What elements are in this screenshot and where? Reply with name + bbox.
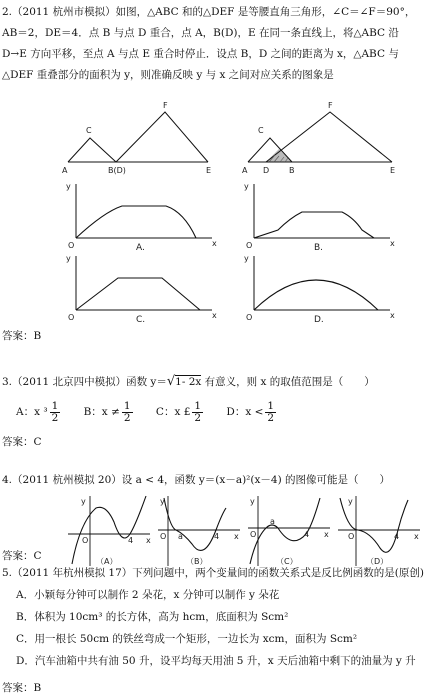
graph-b-origin-label: O xyxy=(246,241,253,250)
q5-option-d: D．汽车油箱中共有油 50 升，设平均每天用油 5 升，x 天后油箱中剩下的油量为 y 升 xyxy=(16,655,416,667)
q2-stem-line1: 2.（2011 杭州市模拟）如图，△ABC 和的△DEF 是等腰直角三角形，∠C＝∠F＝90°， xyxy=(2,6,416,18)
fig1-label-bd: B(D) xyxy=(108,166,126,175)
q2-stem-line2: AB＝2，DE＝4．点 B 与点 D 重合，点 A，B(D)，E 在同一条直线上，将△ABC 沿 xyxy=(2,27,399,39)
graph-d-x-label: x xyxy=(390,311,395,320)
q3-options xyxy=(16,400,296,424)
q4-graph-a-four-label: 4 xyxy=(128,536,134,545)
q4-answer: 答案：C xyxy=(2,550,42,562)
q3-option-d-num: 1 xyxy=(267,399,275,412)
fig1-label-f: F xyxy=(163,101,168,110)
q4-graph-a xyxy=(66,494,152,568)
q2-stem-line4: △DEF 重叠部分的面积为 y，则准确反映 y 与 x 之间对应关系的图象是 xyxy=(2,69,334,81)
graph-a-origin-label: O xyxy=(68,241,75,250)
q4-stem: 4.（2011 杭州模拟 20）设 a < 4，函数 y＝(x－a)²(x－4) 的图像可能是（ ） xyxy=(2,474,391,486)
q5-stem: 5.（2011 年杭州模拟 17）下列问题中，两个变量间的函数关系式是反比例函数的是(原创) xyxy=(2,567,424,579)
q3-option-d-den: 2 xyxy=(267,411,275,424)
q2-graph-b xyxy=(240,180,400,252)
q4-graph-b-x-label: x xyxy=(234,532,239,541)
q3-option-c xyxy=(156,400,205,424)
q2-figure-triangles-shifted xyxy=(240,98,415,178)
q4-graph-a-y-label: y xyxy=(81,497,86,506)
graph-b-caption: B. xyxy=(314,243,324,253)
q4-graph-b-a-label: a xyxy=(178,532,183,541)
sqrt-icon: √ xyxy=(166,374,176,389)
q3-option-a-den: 2 xyxy=(51,411,59,424)
q4-graph-d xyxy=(336,494,422,568)
q3-answer: 答案：C xyxy=(2,436,42,448)
q4-graph-d-origin-label: O xyxy=(348,532,355,541)
q3-stem xyxy=(2,374,375,390)
q3-option-b-num: 1 xyxy=(123,399,131,412)
q5-option-a: A．小颖每分钟可以制作 2 朵花，x 分钟可以制作 y 朵花 xyxy=(16,589,280,601)
q2-figure-triangles-initial xyxy=(60,98,220,178)
q5-answer: 答案：B xyxy=(2,682,42,694)
graph-a-y-label: y xyxy=(66,182,71,191)
q4-graph-c-x-label: x xyxy=(324,530,329,539)
graph-c-x-label: x xyxy=(212,311,217,320)
graph-d-origin-label: O xyxy=(246,313,253,322)
q4-graph-a-x-label: x xyxy=(146,536,151,545)
graph-c-caption: C. xyxy=(136,315,146,325)
q3-option-a-num: 1 xyxy=(51,399,59,412)
q3-option-c-num: 1 xyxy=(194,399,202,412)
q2-graph-d xyxy=(240,252,400,324)
graph-c-y-label: y xyxy=(66,254,71,263)
fig2-label-a: A xyxy=(242,166,248,175)
q4-graph-d-x-label: x xyxy=(414,532,419,541)
q3-option-c-den: 2 xyxy=(194,411,202,424)
fig2-label-e: E xyxy=(390,166,396,175)
q2-graph-a xyxy=(62,180,222,252)
graph-a-caption: A. xyxy=(136,243,145,253)
fig2-label-c: C xyxy=(258,126,264,135)
fig2-label-b: B xyxy=(289,166,295,175)
q3-option-b-den: 2 xyxy=(123,411,131,424)
q4-graph-b-four-label: 4 xyxy=(214,532,220,541)
fig1-label-c: C xyxy=(86,126,92,135)
q4-graph-b-y-label: y xyxy=(160,497,165,506)
q3-option-a-text: A：x ³ xyxy=(16,406,48,418)
graph-b-x-label: x xyxy=(390,239,395,248)
graph-a-x-label: x xyxy=(212,239,217,248)
q4-graph-c xyxy=(246,494,332,568)
q4-graph-c-origin-label: O xyxy=(250,530,257,539)
q5-option-c: C．用一根长 50cm 的铁丝弯成一个矩形，一边长为 xcm，面积为 Scm² xyxy=(16,633,358,645)
q3-option-d xyxy=(226,400,278,424)
fig2-label-f: F xyxy=(328,101,333,110)
q4-graph-c-caption: （C） xyxy=(276,557,298,566)
q4-graph-b-origin-label: O xyxy=(160,532,167,541)
fig1-label-a: A xyxy=(62,166,68,175)
q2-answer: 答案：B xyxy=(2,330,42,342)
fig1-label-e: E xyxy=(206,166,212,175)
graph-c-origin-label: O xyxy=(68,313,75,322)
q3-option-b-text: B：x ≠ xyxy=(83,406,120,418)
graph-d-caption: D. xyxy=(314,315,324,325)
q3-option-b xyxy=(84,400,135,424)
q4-graph-b-caption: （B） xyxy=(186,557,208,566)
q3-stem-radicand: 1- 2x xyxy=(175,376,202,388)
q4-graph-a-caption: （A） xyxy=(96,557,118,566)
q4-graph-d-caption: （D） xyxy=(366,557,389,566)
graph-b-y-label: y xyxy=(244,182,249,191)
q4-graph-c-y-label: y xyxy=(250,497,255,506)
q4-graph-c-four-label: 4 xyxy=(304,530,310,539)
q2-stem-line3: D→E 方向平移，至点 A 与点 E 重合时停止．设点 B，D 之间的距离为 x，△ABC 与 xyxy=(2,48,399,60)
graph-d-y-label: y xyxy=(244,254,249,263)
q4-graph-d-y-label: y xyxy=(348,497,353,506)
q2-graph-c xyxy=(62,252,222,324)
q4-graph-d-four-label: 4 xyxy=(394,532,400,541)
fig2-label-d: D xyxy=(263,166,270,175)
q3-option-c-text: C：x £ xyxy=(155,406,191,418)
q4-graph-a-origin-label: O xyxy=(82,536,89,545)
q5-option-b: B．体积为 10cm³ 的长方体，高为 hcm，底面积为 Scm² xyxy=(16,611,289,623)
q4-graph-b xyxy=(156,494,242,568)
q3-stem-post: 有意义，则 x 的取值范围是（ ） xyxy=(201,376,375,388)
q3-option-d-text: D：x < xyxy=(226,406,264,418)
q3-stem-pre: 3.（2011 北京四中模拟）函数 y＝ xyxy=(2,376,167,388)
q4-graph-c-a-label: a xyxy=(270,517,275,526)
q3-option-a xyxy=(16,400,62,424)
